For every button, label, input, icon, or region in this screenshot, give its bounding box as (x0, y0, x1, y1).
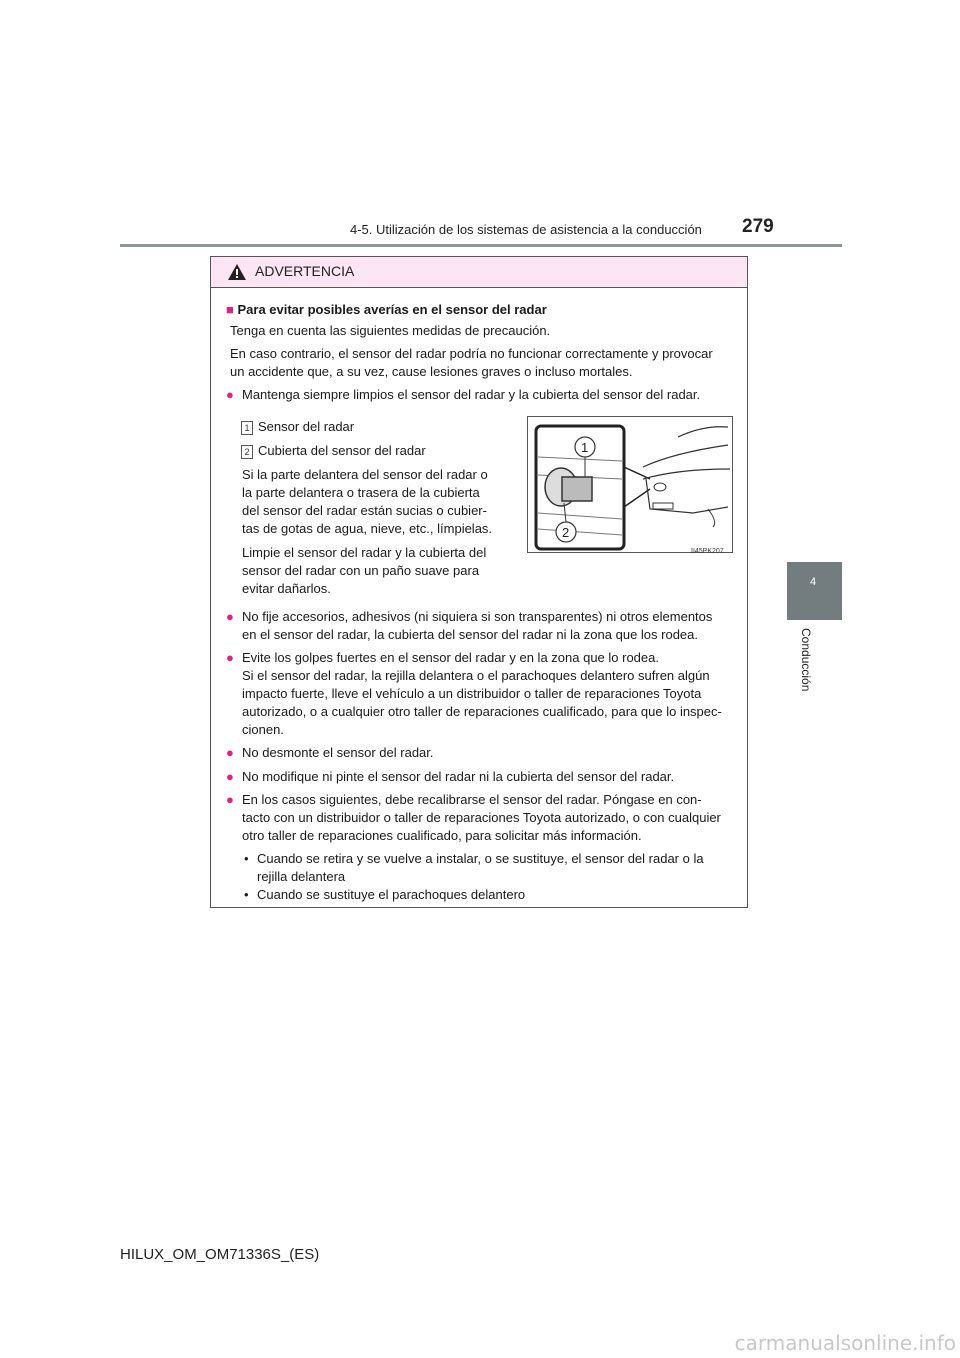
clean-para-2a: Limpie el sensor del radar y la cubierta del (242, 545, 487, 560)
radar-sensor-figure (527, 416, 733, 553)
dot-bullet-icon: ● (226, 769, 234, 784)
dot-bullet-icon: ● (226, 609, 234, 624)
dot-bullet-icon: ● (226, 745, 234, 760)
intro-2b: un accidente que, a su vez, cause lesiones graves o incluso mortales. (230, 364, 633, 379)
bullet-4: No desmonte el sensor del radar. (242, 745, 434, 760)
bullet-3b: Si el sensor del radar, la rejilla delantera o el parachoques delantero sufren algún (242, 668, 710, 683)
bullet-3d: autorizado, o a cualquier otro taller de reparaciones cualificado, para que lo inspec- (242, 704, 722, 719)
bullet-3c: impacto fuerte, lleve el vehículo a un distribuidor o taller de reparaciones Toyota (242, 686, 702, 701)
clean-para-1a: Si la parte delantera del sensor del radar o (242, 467, 488, 482)
section-title: 4-5. Utilización de los sistemas de asistencia a la conducción (350, 222, 702, 237)
clean-para-1c: del sensor del radar están sucias o cubier- (242, 503, 487, 518)
bullet-6c: otro taller de reparaciones cualificado, para solicitar más información. (242, 828, 642, 843)
bullet-3a: Evite los golpes fuertes en el sensor del radar y en la zona que lo rodea. (242, 650, 659, 665)
watermark[interactable]: carmanualsonline.info (734, 1331, 956, 1355)
section-heading (226, 301, 547, 319)
bullet-1: Mantenga siempre limpios el sensor del radar y la cubierta del sensor del radar. (242, 387, 701, 402)
sub-bullet-dot: • (244, 851, 249, 866)
chapter-tab[interactable] (787, 562, 842, 620)
page-number: 279 (742, 216, 774, 237)
bullet-6a: En los casos siguientes, debe recalibrarse el sensor del radar. Póngase en con- (242, 792, 702, 807)
clean-para-2c: evitar dañarlos. (242, 581, 331, 596)
square-bullet-icon: ■ (226, 302, 234, 317)
clean-para-2b: sensor del radar con un paño suave para (242, 563, 480, 578)
legend-1-number: 1 (241, 421, 253, 435)
legend-2: Cubierta del sensor del radar (258, 443, 426, 458)
sub-1b: rejilla delantera (257, 869, 346, 884)
section-heading-text: Para evitar posibles averías en el sensor del radar (237, 302, 547, 317)
legend-1: Sensor del radar (258, 419, 355, 434)
dot-bullet-icon: ● (226, 387, 234, 402)
header-divider (120, 244, 842, 247)
figure-code: II45PK207 (691, 548, 724, 555)
sub-2: Cuando se sustituye el parachoques delantero (257, 887, 526, 902)
clean-para-1b: la parte delantera o trasera de la cubierta (242, 485, 480, 500)
legend-2-number: 2 (241, 445, 253, 459)
bullet-3e: cionen. (242, 722, 284, 737)
radar-sensor-illustration (528, 417, 732, 552)
sub-bullet-dot: • (244, 887, 249, 902)
intro-2a: En caso contrario, el sensor del radar podría no funcionar correctamente y provocar (230, 346, 713, 361)
bullet-6b: tacto con un distribuidor o taller de reparaciones Toyota autorizado, o con cualquier (242, 810, 721, 825)
figure-callout-2: 2 (562, 525, 570, 540)
figure-callout-1: 1 (581, 440, 589, 455)
intro-1: Tenga en cuenta las siguientes medidas de precaución. (230, 323, 551, 338)
chapter-label: Conducción (799, 628, 813, 692)
bullet-2b: en el sensor del radar, la cubierta del sensor del radar ni la zona que los rodea. (242, 627, 699, 642)
bullet-5: No modifique ni pinte el sensor del radar ni la cubierta del sensor del radar. (242, 769, 675, 784)
warning-box (210, 256, 748, 908)
clean-para-1d: tas de gotas de agua, nieve, etc., límpielas. (242, 521, 493, 536)
bullet-2a: No fije accesorios, adhesivos (ni siquiera si son transparentes) ni otros elementos (242, 609, 713, 624)
dot-bullet-icon: ● (226, 650, 234, 665)
document-code: HILUX_OM_OM71336S_(ES) (120, 1246, 320, 1263)
warning-header (211, 257, 747, 288)
dot-bullet-icon: ● (226, 792, 234, 807)
sub-1a: Cuando se retira y se vuelve a instalar, o se sustituye, el sensor del radar o la (257, 851, 704, 866)
warning-title: ADVERTENCIA (255, 263, 355, 279)
chapter-number: 4 (810, 576, 817, 588)
warning-triangle-icon (227, 263, 247, 281)
